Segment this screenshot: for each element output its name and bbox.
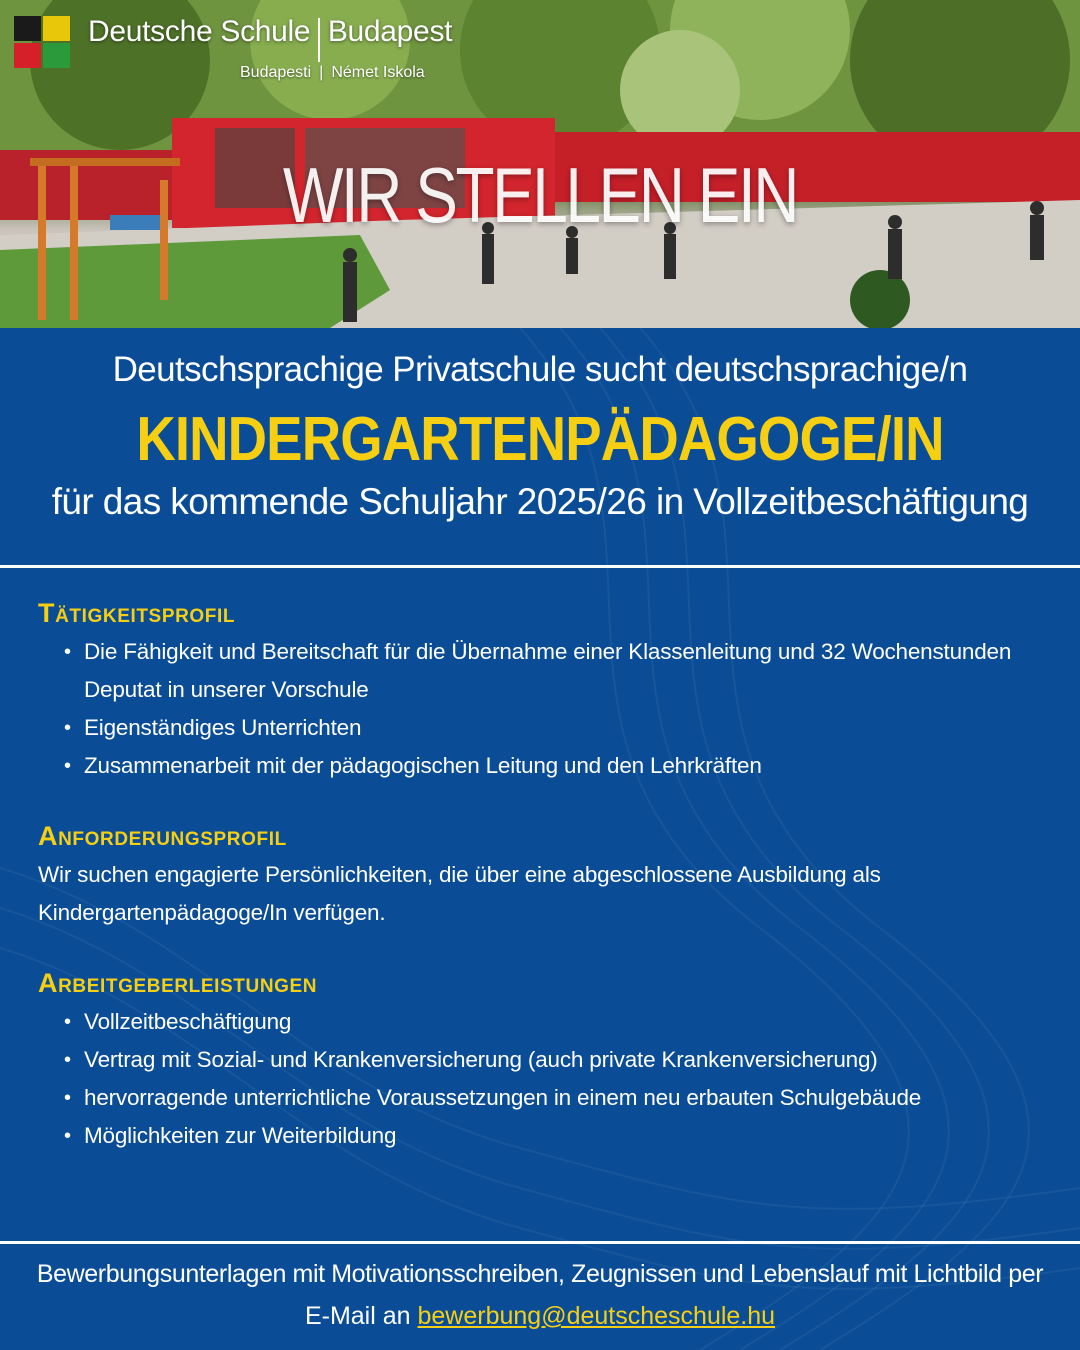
leistungen-list [38,1003,1048,1155]
position-title: KINDERGARTENPÄDAGOGE/IN [136,405,944,474]
flag-icon [14,16,70,68]
hero-title: WIR STELLEN EIN [283,151,797,239]
list-item: • Die Fähigkeit und Bereitschaft für die Übernahme einer Klassenleitung und 32 Wochenstunden Deputat in unserer Vorschule [84,633,1048,709]
intro-subline: für das kommende Schuljahr 2025/26 in Vollzeitbeschäftigung [51,481,1029,522]
logo-sub-2: Német Iskola [331,64,425,81]
sections [38,598,1048,1155]
main-content [0,328,1080,1350]
list-item: • Eigenständiges Unterrichten [84,709,1048,747]
list-item: • Vollzeitbeschäftigung [84,1003,1048,1041]
intro-line: Deutschsprachige Privatschule sucht deutschsprachige/n [112,350,968,389]
list-item: • Zusammenarbeit mit der pädagogischen Leitung und den Lehrkräften [84,747,1048,785]
flag-square [43,16,70,41]
section-heading-anforderung: Anforderungsprofil [38,821,287,851]
footer [0,1253,1080,1337]
flag-square [43,43,70,68]
flag-square [14,16,41,41]
logo-sub-1: Budapesti [240,64,312,81]
taetigkeit-list [38,633,1048,785]
list-item: • Möglichkeiten zur Weiterbildung [84,1117,1048,1155]
school-logo: Deutsche Schule Budapest Budapesti | Német Iskola [14,16,452,82]
list-item: • Vertrag mit Sozial- und Krankenversicherung (auch private Krankenversicherung) [84,1041,1048,1079]
divider-bottom [0,1241,1080,1244]
logo-name-1: Deutsche Schule [88,15,311,48]
section-heading-leistungen: Arbeitgeberleistungen [38,968,318,998]
divider-top [0,565,1080,568]
flag-square [14,43,41,68]
intro-block [0,350,1080,523]
footer-prefix: E-Mail an [304,1302,411,1330]
email-link[interactable]: bewerbung@deutscheschule.hu [417,1302,776,1330]
list-item: • hervorragende unterrichtliche Voraussetzungen in einem neu erbauten Schulgebäude [84,1079,1048,1117]
anforderung-text: Wir suchen engagierte Persönlichkeiten, die über eine abgeschlossene Ausbildung als Kindergartenpädagoge/In verfügen. [38,862,881,925]
section-heading-taetigkeit: Tätigkeitsprofil [38,598,236,628]
logo-name-2: Budapest [327,15,453,48]
footer-text: Bewerbungsunterlagen mit Motivationsschreiben, Zeugnissen und Lebenslauf mit Lichtbild per [36,1260,1044,1288]
hero-photo [0,0,1080,328]
